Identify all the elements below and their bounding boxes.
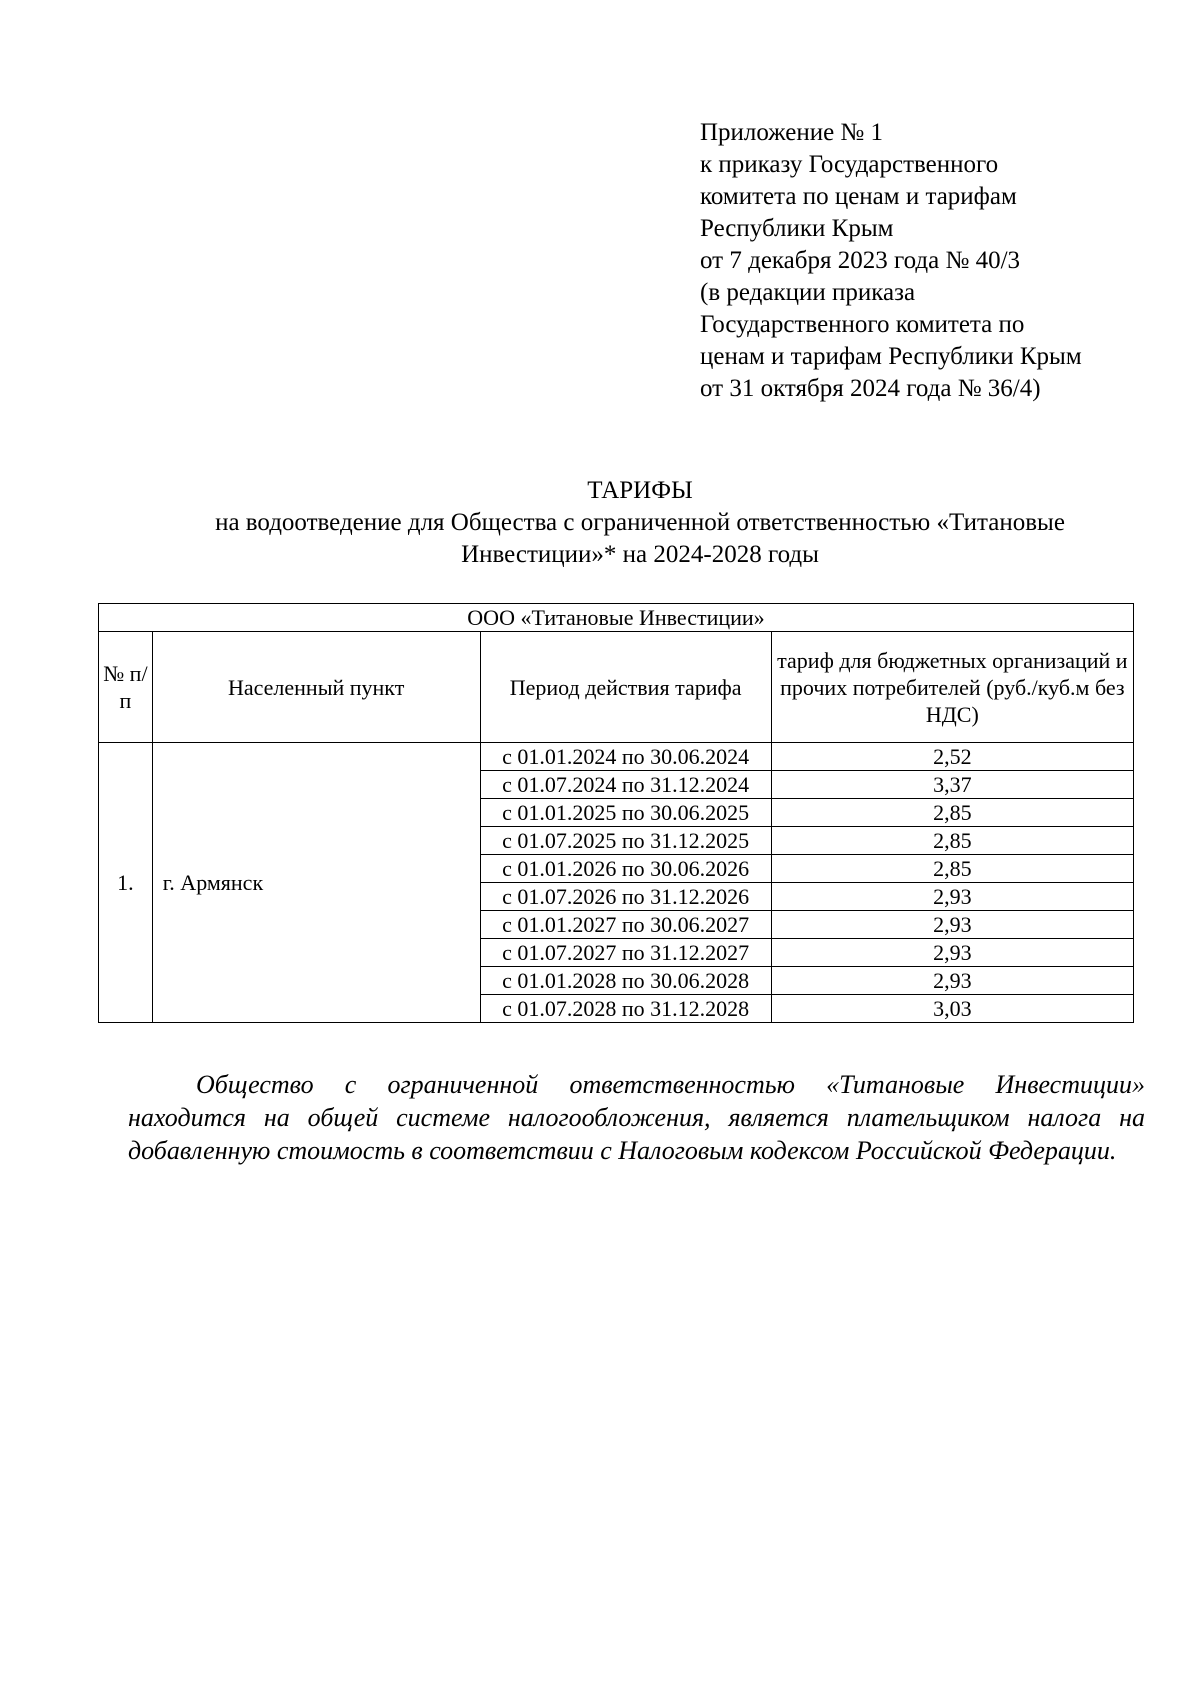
locality-cell: г. Армянск: [152, 743, 480, 1023]
tariff-cell: 3,03: [771, 995, 1133, 1023]
appendix-line: Республики Крым: [700, 215, 894, 242]
column-header-row: [99, 632, 1134, 743]
tariff-cell: 2,93: [771, 967, 1133, 995]
org-name-cell: ООО «Титановые Инвестиции»: [99, 604, 1134, 632]
appendix-line: ценам и тарифам Республики Крым: [700, 343, 1082, 370]
period-cell: с 01.01.2028 по 30.06.2028: [480, 967, 771, 995]
period-cell: с 01.01.2027 по 30.06.2027: [480, 911, 771, 939]
tariff-cell: 2,85: [771, 827, 1133, 855]
table-row: [99, 743, 1134, 771]
title-subtitle: на водоотведение для Общества с ограниченной ответственностью «Титановые Инвестиции»* на 2024-2028 годы: [215, 509, 1065, 568]
tariff-cell: 2,93: [771, 911, 1133, 939]
period-cell: с 01.07.2027 по 31.12.2027: [480, 939, 771, 967]
period-cell: с 01.07.2025 по 31.12.2025: [480, 827, 771, 855]
header-tariff: тариф для бюджетных организаций и прочих потребителей (руб./куб.м без НДС): [771, 632, 1133, 743]
appendix-line: Государственного комитета по: [700, 311, 1025, 338]
title-heading: ТАРИФЫ: [587, 477, 693, 504]
appendix-line: комитета по ценам и тарифам: [700, 183, 1017, 210]
period-cell: с 01.07.2026 по 31.12.2026: [480, 883, 771, 911]
footnote-text: Общество с ограниченной ответственностью «Титановые Инвестиции» находится на общей системе налогообложения, является плательщиком налога на добавленную стоимость в соответствии с Налоговым кодексом Российской Федерации.: [128, 1070, 1145, 1165]
header-num: № п/п: [99, 632, 153, 743]
document-title: [150, 475, 1130, 571]
header-locality: Населенный пункт: [152, 632, 480, 743]
period-cell: с 01.07.2028 по 31.12.2028: [480, 995, 771, 1023]
tariff-cell: 2,52: [771, 743, 1133, 771]
header-period: Период действия тарифа: [480, 632, 771, 743]
row-number-cell: 1.: [99, 743, 153, 1023]
tariff-cell: 2,85: [771, 799, 1133, 827]
appendix-line: от 31 октября 2024 года № 36/4): [700, 375, 1041, 402]
period-cell: с 01.01.2025 по 30.06.2025: [480, 799, 771, 827]
period-cell: с 01.07.2024 по 31.12.2024: [480, 771, 771, 799]
appendix-block: [700, 117, 1082, 405]
appendix-line: к приказу Государственного: [700, 151, 999, 178]
tariff-cell: 2,85: [771, 855, 1133, 883]
tariff-cell: 3,37: [771, 771, 1133, 799]
period-cell: с 01.01.2026 по 30.06.2026: [480, 855, 771, 883]
appendix-line: (в редакции приказа: [700, 279, 916, 306]
appendix-line: Приложение № 1: [700, 119, 884, 146]
tariff-table: [98, 603, 1134, 1023]
tariff-cell: 2,93: [771, 939, 1133, 967]
tariff-cell: 2,93: [771, 883, 1133, 911]
period-cell: с 01.01.2024 по 30.06.2024: [480, 743, 771, 771]
org-header-row: [99, 604, 1134, 632]
appendix-line: от 7 декабря 2023 года № 40/3: [700, 247, 1021, 274]
